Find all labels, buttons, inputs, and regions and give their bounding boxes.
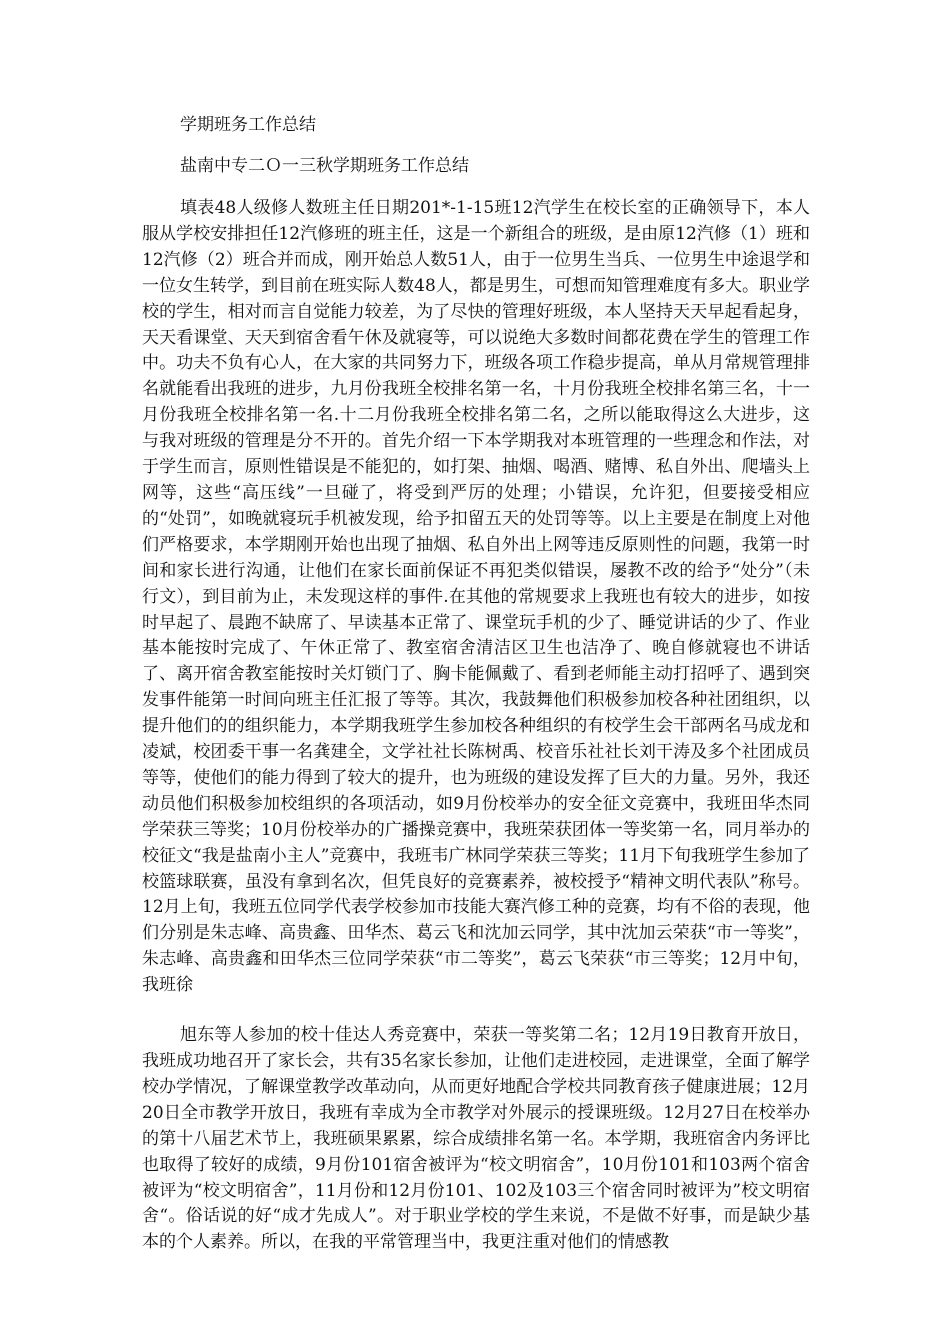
document-subtitle: 盐南中专二Ｏ一三秋学期班务工作总结 — [180, 156, 469, 176]
body-paragraph-2: 旭东等人参加的校十佳达人秀竞赛中，荣获一等奖第二名；12月19日教育开放日，我班成功地召开了家长会，共有35名家长参加，让他们走进校园，走进课堂，全面了解学校办学情况，了解课堂教学改革动向，从而更好地配合学校共同教育孩子健康进展；12月20日全市教学开放日，我班有幸成为全市教学对外展示的授课班级。12月27日在校举办的第十八届艺术节上，我班硕果累累，综合成绩排名第一名。本学期，我班宿舍内务评比也取得了较好的成绩，9月份101宿舍被评为“校文明宿舍”，10月份101和103两个宿舍被评为“校文明宿舍”，11月份和12月份101、102及103三个宿舍同时被评为”校文明宿舍“。俗话说的好“成才先成人”。对于职业学校的学生来说，不是做不好事，而是缺少基本的个人素养。所以，在我的平常管理当中，我更注重对他们的情感教 — [142, 1025, 810, 1253]
document-page — [142, 112, 810, 1256]
document-title: 学期班务工作总结 — [180, 115, 316, 135]
body-paragraph-1: 填表48人级修人数班主任日期201*-1-15班12汽学生在校长室的正确领导下，本人服从学校安排担任12汽修班的班主任，这是一个新组合的班级，是由原12汽修（1）班和12汽修（2）班合并而成，刚开始总人数51人，由于一位男生当兵、一位男生中途退学和一位女生转学，到目前在班实际人数48人，都是男生，可想而知管理难度有多大。职业学校的学生，相对而言自觉能力较差，为了尽快的管理好班级，本人坚持天天早起看起身，天天看课堂、天天到宿舍看午休及就寝等，可以说绝大多数时间都花费在学生的管理工作中。功夫不负有心人，在大家的共同努力下，班级各项工作稳步提高，单从月常规管理排名就能看出我班的进步，九月份我班全校排名第一名，十月份我班全校排名第三名，十一月份我班全校排名第一名.十二月份我班全校排名第二名，之所以能取得这么大进步，这与我对班级的管理是分不开的。首先介绍一下本学期我对本班管理的一些理念和作法，对于学生而言，原则性错误是不能犯的，如打架、抽烟、喝酒、赌博、私自外出、爬墙头上网等，这些“高压线”一旦碰了，将受到严厉的处理；小错误，允许犯，但要接受相应的“处罚”，如晚就寝玩手机被发现，给予扣留五天的处罚等等。以上主要是在制度上对他们严格要求，本学期刚开始也出现了抽烟、私自外出上网等违反原则性的问题，我第一时间和家长进行沟通，让他们在家长面前保证不再犯类似错误，屡教不改的给予“处分”（未行文），到目前为止，未发现这样的事件.在其他的常规要求上我班也有较大的进步，如按时早起了、晨跑不缺席了、早读基本正常了、课堂玩手机的少了、睡觉讲话的少了、作业基本能按时完成了、午休正常了、教室宿舍清洁区卫生也洁净了、晚自修就寝也不讲话了、离开宿舍教室能按时关灯锁门了、胸卡能佩戴了、看到老师能主动打招呼了、遇到突发事件能第一时间向班主任汇报了等等。其次，我鼓舞他们积极参加校各种社团组织，以提升他们的的组织能力，本学期我班学生参加校各种组织的有校学生会干部两名马成龙和凌斌，校团委干事一名龚建全，文学社社长陈树禹、校音乐社社长刘干涛及多个社团成员等等，使他们的能力得到了较大的提升，也为班级的建设发挥了巨大的力量。另外，我还动员他们积极参加校组织的各项活动，如9月份校举办的安全征文竞赛中，我班田华杰同学荣获三等奖；10月份校举办的广播操竞赛中，我班荣获团体一等奖第一名，同月举办的校征文“我是盐南小主人”竞赛中，我班韦广林同学荣获三等奖；11月下旬我班学生参加了校篮球联赛，虽没有拿到名次，但凭良好的竞赛素养，被校授予“精神文明代表队”称号。12月上旬，我班五位同学代表学校参加市技能大赛汽修工种的竞赛，均有不俗的表现，他们分别是朱志峰、高贵鑫、田华杰、葛云飞和沈加云同学，其中沈加云荣获“市一等奖”，朱志峰、高贵鑫和田华杰三位同学荣获“市二等奖”，葛云飞荣获“市三等奖；12月中旬，我班徐 — [142, 198, 811, 996]
